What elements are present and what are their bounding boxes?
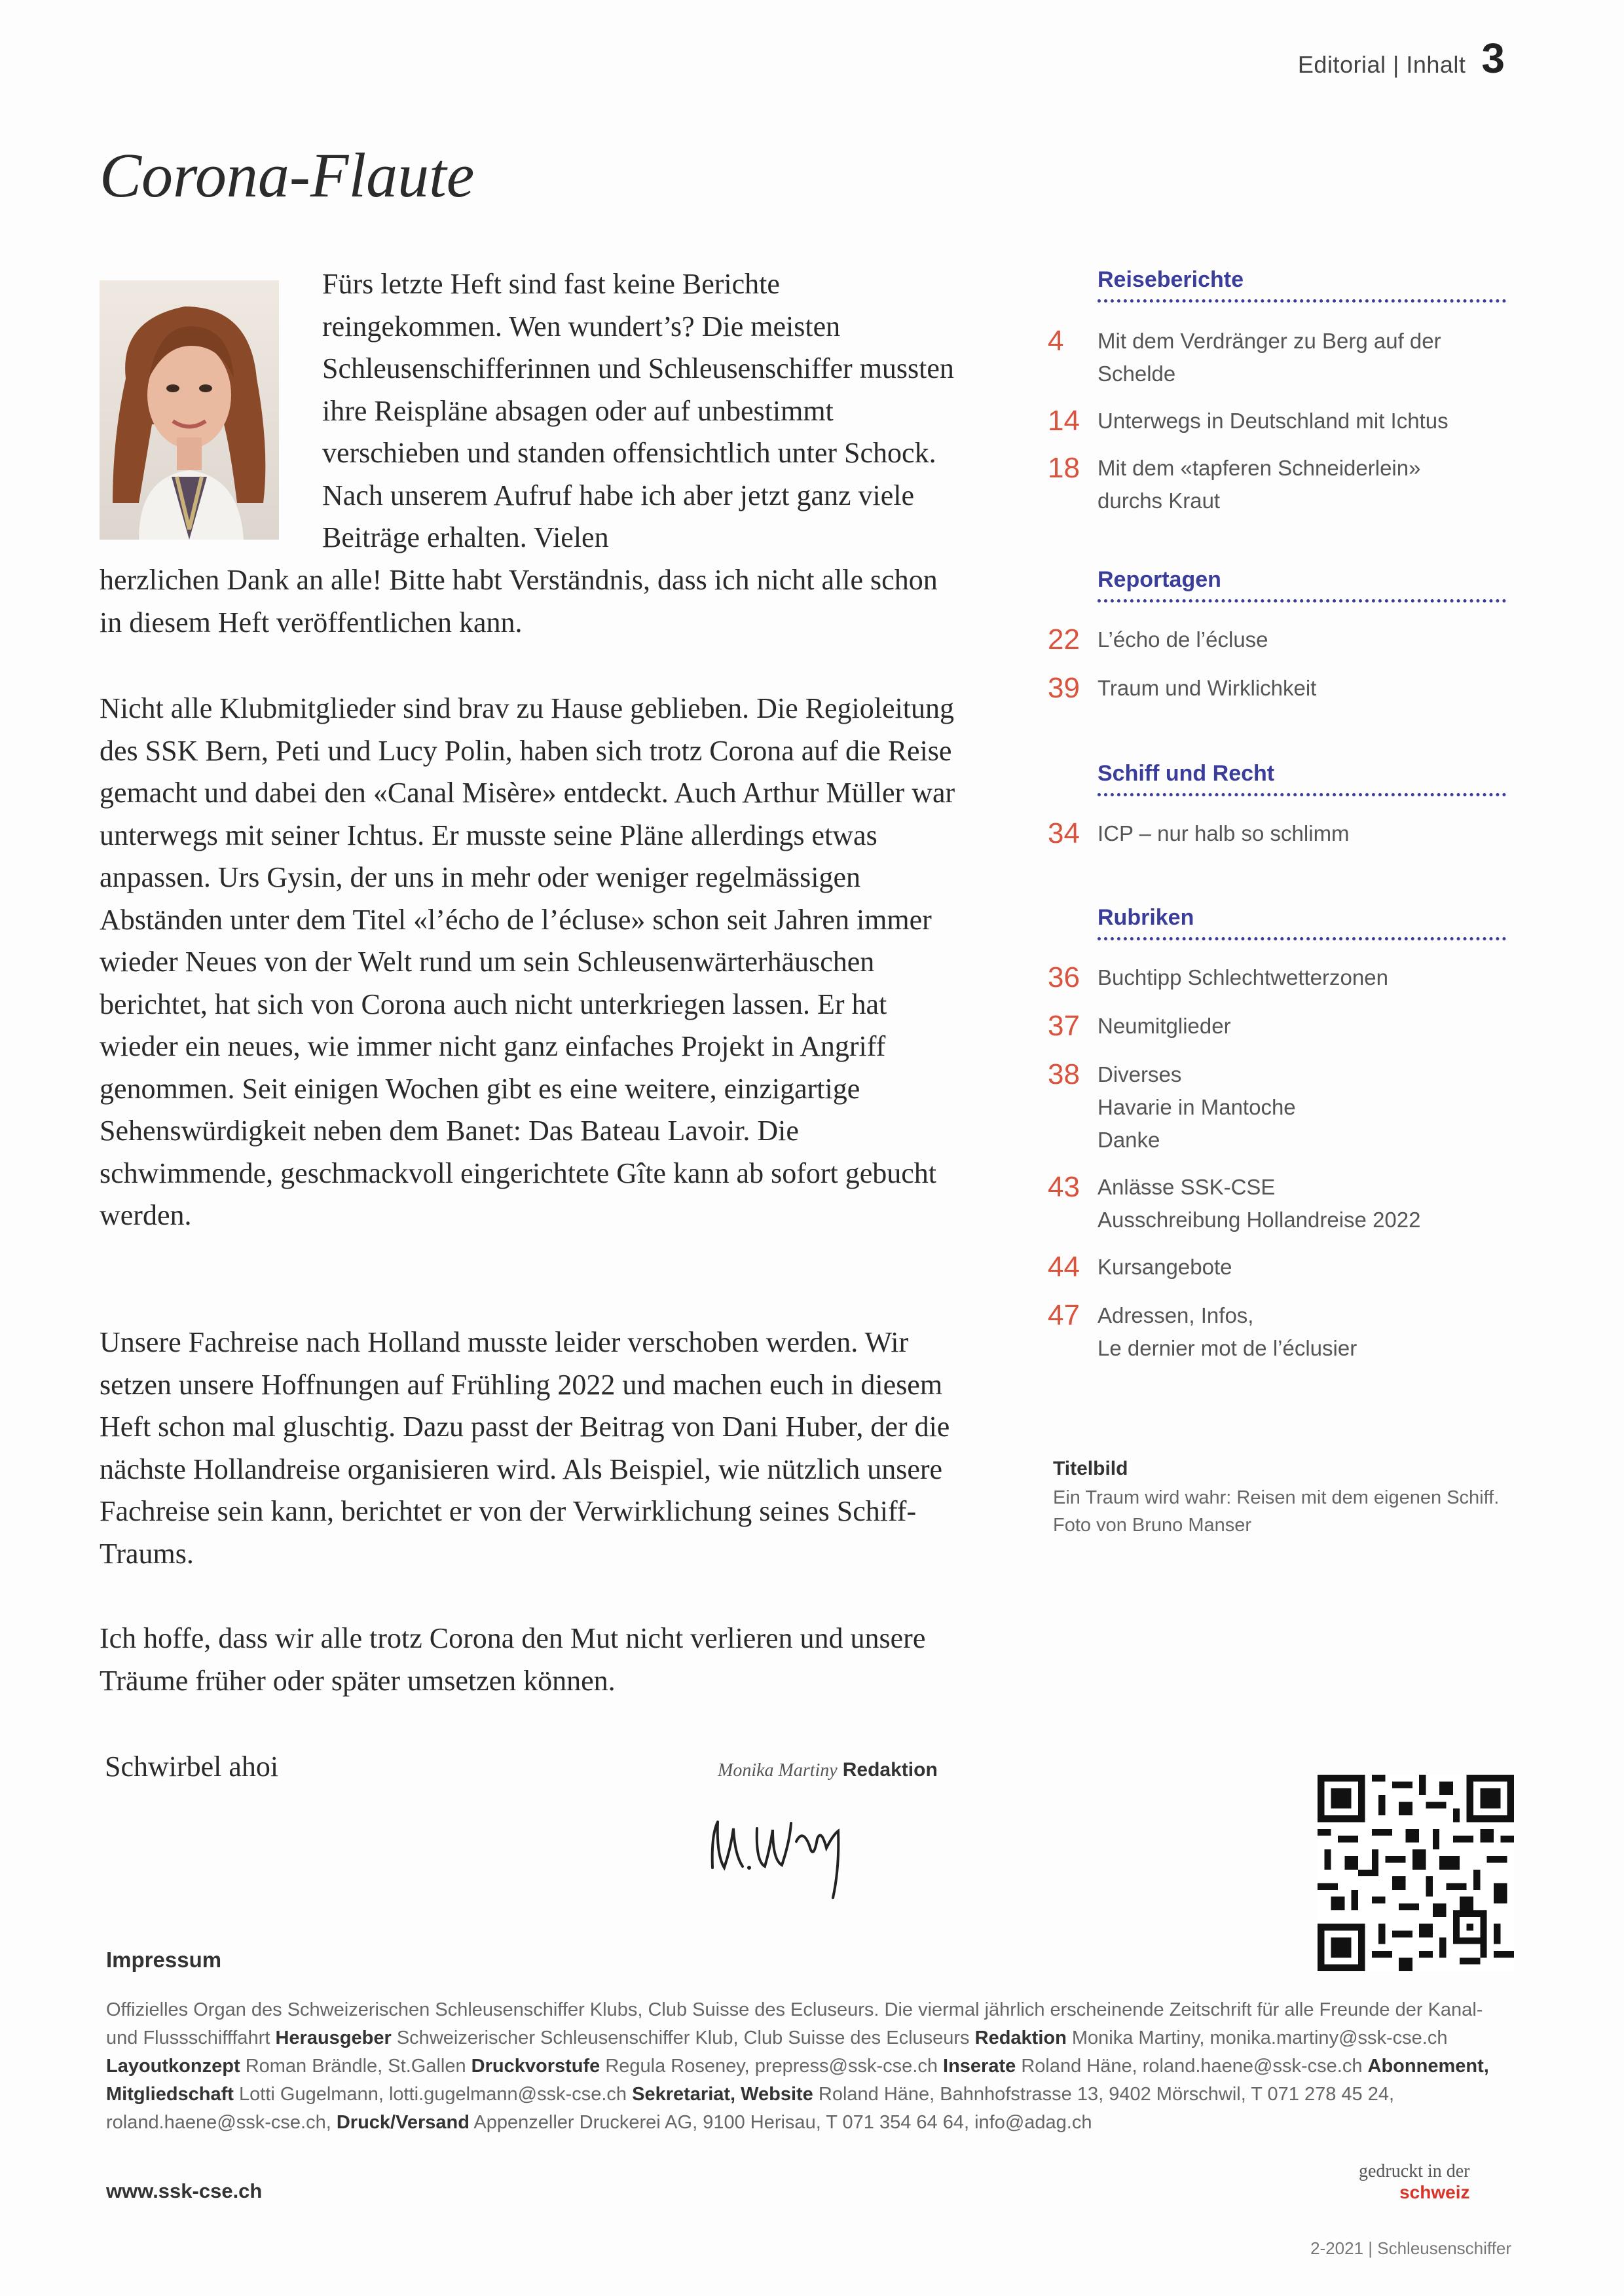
- impressum-value: Regula Roseney, prepress@ssk-cse.ch: [605, 2056, 938, 2077]
- toc-entry[interactable]: [1048, 961, 1506, 994]
- toc-page-number: 47: [1048, 1299, 1080, 1331]
- toc-heading: Rubriken: [1098, 905, 1506, 940]
- impressum-label: Druck/Versand: [336, 2112, 470, 2133]
- toc-entry-title: ICP – nur halb so schlimm: [1098, 821, 1350, 845]
- impressum-value: Appenzeller Druckerei AG, 9100 Herisau, T 071 354 64 64, info@adag.ch: [473, 2112, 1092, 2133]
- article-title: Corona-Flaute: [100, 140, 475, 210]
- toc-entry[interactable]: [1048, 1299, 1506, 1365]
- toc-entry-title: Buchtipp Schlechtwetterzonen: [1098, 965, 1388, 990]
- printed-in-switzerland-mark: [1359, 2161, 1470, 2203]
- toc-entry[interactable]: [1048, 1171, 1506, 1236]
- impressum-value: Schweizerischer Schleusenschiffer Klub, Club Suisse des Ecluseurs: [396, 2028, 970, 2048]
- toc-page-number: 14: [1048, 405, 1080, 437]
- impressum-label: Sekretariat, Website: [632, 2084, 813, 2105]
- toc-entry-title: Kursangebote: [1098, 1255, 1232, 1279]
- handwritten-signature: [705, 1783, 855, 1900]
- toc-entry[interactable]: [1048, 1251, 1506, 1284]
- impressum-label: Redaktion: [974, 2028, 1067, 2048]
- page-header: [1298, 34, 1505, 83]
- issue-footer: 2-2021 | Schleusenschiffer: [1310, 2238, 1511, 2258]
- cover-caption-text: Ein Traum wird wahr: Reisen mit dem eigenen Schiff. Foto von Bruno Manser: [1053, 1487, 1500, 1536]
- toc-page-number: 34: [1048, 817, 1080, 849]
- toc-entry-title: Mit dem Verdränger zu Berg auf der Schelde: [1098, 329, 1441, 386]
- toc-entry[interactable]: [1048, 1058, 1506, 1157]
- toc-entry[interactable]: [1048, 1010, 1506, 1043]
- impressum-value: Roland Häne, roland.haene@ssk-cse.ch: [1021, 2056, 1363, 2077]
- toc-entry-title: Mit dem «tapferen Schneiderlein» durchs Kraut: [1098, 456, 1421, 513]
- signer-line: [718, 1759, 938, 1781]
- toc-heading: Reportagen: [1098, 567, 1506, 602]
- closing-line: Schwirbel ahoi: [105, 1750, 279, 1783]
- toc-section-rubriken: [1048, 905, 1506, 940]
- impressum-intro: Offizielles Organ des Schweizerischen Schleusenschiffer Klubs, Club Suisse des Ecluseurs. Die viermal jährlich erscheinende Zeitschrift für alle Freunde der Kanal- und Flussschifffahrt: [106, 1999, 1483, 2048]
- printed-line-2: schweiz: [1399, 2182, 1470, 2202]
- toc-section-reportagen: [1048, 567, 1506, 602]
- editorial-paragraph-4: Ich hoffe, dass wir alle trotz Corona den Mut nicht verlieren und unsere Träume früher oder später umsetzen können.: [100, 1622, 926, 1697]
- author-portrait: [100, 280, 279, 540]
- impressum-value: Lotti Gugelmann, lotti.gugelmann@ssk-cse.ch: [239, 2084, 627, 2105]
- signer-name: Monika Martiny: [718, 1760, 838, 1781]
- impressum-value: Roland Häne, Bahnhofstrasse 13, 9402 Mörschwil, T 071 278 45 24, roland.haene@ssk-cse.ch,: [106, 2084, 1395, 2133]
- toc-entry-title: Unterwegs in Deutschland mit Ichtus: [1098, 409, 1449, 433]
- toc-entry-title: Adressen, Infos, Le dernier mot de l’éclusier: [1098, 1303, 1357, 1360]
- toc-entry-title: Diverses Havarie in Mantoche Danke: [1098, 1062, 1296, 1152]
- qr-code-icon[interactable]: [1318, 1775, 1514, 1971]
- toc-entry-title: L’écho de l’écluse: [1098, 627, 1268, 652]
- toc-page-number: 36: [1048, 961, 1080, 993]
- toc-heading: Reiseberichte: [1098, 267, 1506, 303]
- toc-page-number: 38: [1048, 1058, 1080, 1090]
- toc-entry[interactable]: [1048, 405, 1506, 437]
- signer-role: Redaktion: [842, 1759, 938, 1781]
- editorial-paragraph-1-wrapped: Fürs letzte Heft sind fast keine Berichte reingekommen. Wen wundert’s? Die meisten Schleusenschifferinnen und Schleusenschiffer mussten ihre Reispläne absagen oder auf unbestimmt verschieben und standen offensichtlich unter Schock. Nach unserem Aufruf habe ich aber jetzt ganz viele Beiträge erhalten. Vielen: [322, 268, 954, 553]
- toc-entry[interactable]: [1048, 672, 1506, 705]
- cover-caption-heading: Titelbild: [1053, 1458, 1128, 1479]
- editorial-paragraph-2: Nicht alle Klubmitglieder sind brav zu Hause geblieben. Die Regioleitung des SSK Bern, Peti und Lucy Polin, haben sich trotz Corona auf die Reise gemacht und dabei den «Canal Misère» entdeckt. Auch Arthur Müller war unterwegs mit seiner Ichtus. Er musste seine Pläne allerdings etwas anpassen. Urs Gysin, der uns in mehr oder weniger regelmässigen Abständen unter dem Titel «l’écho de l’écluse» schon seit Jahren immer wieder Neues von der Welt rund um sein Schleusenwärterhäuschen berichtet, hat sich von Corona auch nicht unterkriegen lassen. Er hat wieder ein neues, wie immer nicht ganz einfaches Projekt in Angriff genommen. Seit einigen Wochen gibt es eine weitere, einzigartige Sehenswürdigkeit neben dem Banet: Das Bateau Lavoir. Die schwimmende, geschmackvoll eingerichtete Gîte kann ab sofort gebucht werden.: [100, 692, 955, 1231]
- website-link[interactable]: www.ssk-cse.ch: [106, 2179, 263, 2202]
- toc-section-schiff-und-recht: [1048, 761, 1506, 796]
- impressum-text: [106, 1996, 1514, 2137]
- toc-entry-title: Traum und Wirklichkeit: [1098, 676, 1317, 700]
- toc-page-number: 39: [1048, 672, 1080, 704]
- editorial-paragraph-3: Unsere Fachreise nach Holland musste leider verschoben werden. Wir setzen unsere Hoffnungen auf Frühling 2022 und machen euch in diesem Heft schon mal gluschtig. Dazu passt der Beitrag von Dani Huber, der die nächste Hollandreise organisieren wird. Als Beispiel, wie nützlich unsere Fachreise sein kann, berichtet er von der Verwirklichung seines Schiff-Traums.: [100, 1326, 950, 1570]
- printed-line-1: gedruckt in der: [1359, 2161, 1470, 2181]
- editorial-paragraph-1-continued: herzlichen Dank an alle! Bitte habt Verständnis, dass ich nicht alle schon in diesem Heft veröffentlichen kann.: [100, 564, 938, 639]
- toc-entry[interactable]: [1048, 817, 1506, 850]
- impressum-label: Layoutkonzept: [106, 2056, 240, 2077]
- impressum-label: Inserate: [943, 2056, 1016, 2077]
- toc-page-number: 43: [1048, 1171, 1080, 1203]
- toc-section-reiseberichte: [1048, 267, 1506, 303]
- toc-page-number: 22: [1048, 623, 1080, 656]
- portrait-image: [100, 280, 279, 540]
- impressum-label: Herausgeber: [275, 2028, 392, 2048]
- impressum-label: Abonnement, Mitgliedschaft: [106, 2056, 1489, 2105]
- toc-page-number: 44: [1048, 1251, 1080, 1283]
- toc-entry[interactable]: [1048, 325, 1506, 390]
- page-number: 3: [1481, 35, 1505, 82]
- toc-heading: Schiff und Recht: [1098, 761, 1506, 796]
- toc-page-number: 37: [1048, 1010, 1080, 1042]
- toc-entry-title: Neumitglieder: [1098, 1014, 1231, 1038]
- toc-entry-title: Anlässe SSK-CSE Ausschreibung Hollandreise 2022: [1098, 1175, 1421, 1232]
- toc-entry[interactable]: [1048, 452, 1506, 517]
- toc-page-number: 4: [1048, 325, 1064, 357]
- section-label: Editorial | Inhalt: [1297, 51, 1466, 78]
- impressum-value: Roman Brändle, St.Gallen: [245, 2056, 466, 2077]
- impressum-label: Druckvorstufe: [471, 2056, 600, 2077]
- impressum-heading: Impressum: [106, 1948, 222, 1972]
- toc-entry[interactable]: [1048, 623, 1506, 656]
- toc-page-number: 18: [1048, 452, 1080, 484]
- impressum-value: Monika Martiny, monika.martiny@ssk-cse.ch: [1071, 2028, 1448, 2048]
